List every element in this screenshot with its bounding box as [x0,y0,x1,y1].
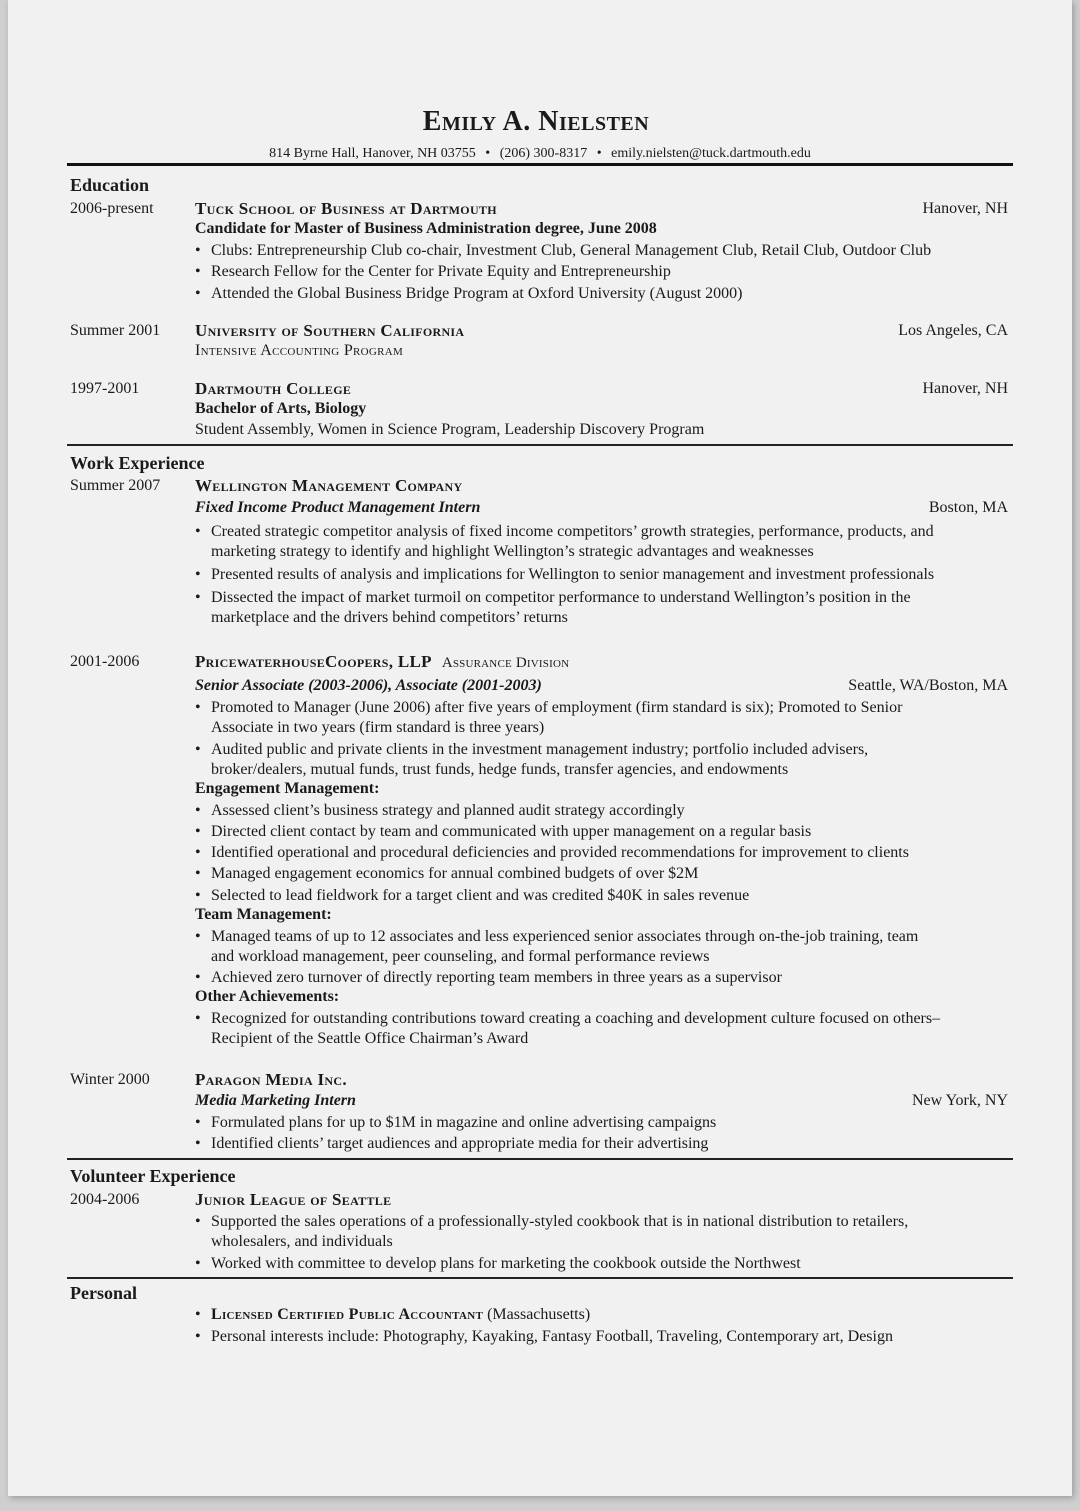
pwc-location: Seattle, WA/Boston, MA [848,677,1008,694]
list-item: • Promoted to Manager (June 2006) after five years of employment (firm standard is six); Promoted to Senior Associate in two years (firm standard is three years) [195,699,903,736]
list-item: • Clubs: Entrepreneurship Club co-chair, Investment Club, General Management Club, Retail Club, Outdoor Club [195,242,932,259]
team-title: Team Management: [195,906,332,923]
personal-title: Personal [70,1283,137,1303]
tuck-org: Tuck School of Business at Dartmouth [195,199,497,218]
list-item: • Research Fellow for the Center for Private Equity and Entrepreneurship [195,263,671,280]
tuck-date: 2006-present [70,200,154,217]
list-item: • Assessed client’s business strategy and planned audit strategy accordingly [195,802,685,819]
tuck-location: Hanover, NH [922,200,1008,217]
education-title: Education [70,175,150,195]
separator: • [485,146,491,161]
paragon-role: Media Marketing Intern [195,1092,356,1109]
list-item: • Worked with committee to develop plans for marketing the cookbook outside the Northwest [195,1255,801,1272]
engagement-title: Engagement Management: [195,780,380,797]
dartmouth-org: Dartmouth College [195,379,352,398]
phone: (206) 300-8317 [499,146,588,161]
list-item: • Identified operational and procedural deficiencies and provided recommendations for improvement to clients [195,844,909,861]
usc-program: Intensive Accounting Program [195,342,404,359]
resume-header [0,106,1080,138]
list-item: • Managed teams of up to 12 associates and less experienced senior associates through on-the-job training, team and workload management, peer counseling, and formal performance reviews [195,928,919,965]
separator: • [596,146,602,161]
wellington-role: Fixed Income Product Management Intern [195,499,481,516]
cpa-label: Licensed Certified Public Accountant [211,1306,484,1323]
list-item: • Directed client contact by team and communicated with upper management on a regular basis [195,823,812,840]
other-title: Other Achievements: [195,988,340,1005]
list-item: • Recognized for outstanding contributions toward creating a coaching and development culture focused on others– Recipient of the Seattle Office Chairman’s Award [195,1010,941,1047]
tuck-degree: Candidate for Master of Business Administration degree, June 2008 [195,220,657,237]
section-rule [67,1158,1013,1160]
header-rule [67,163,1013,166]
volunteer-date: 2004-2006 [70,1191,140,1208]
pwc-role: Senior Associate (2003-2006), Associate (2001-2003) [195,677,542,694]
list-item: • Formulated plans for up to $1M in magazine and online advertising campaigns [195,1114,717,1131]
list-item: • Managed engagement economics for annual combined budgets of over $2M [195,865,699,882]
list-item: • Created strategic competitor analysis of fixed income competitors’ growth strategies, performance, products, and marketing strategy to identify and highlight Wellington’s strategic advantages and weaknesses [195,523,934,560]
volunteer-org: Junior League of Seattle [195,1190,392,1209]
wellington-date: Summer 2007 [70,477,161,494]
list-item: • Personal interests include: Photography, Kayaking, Fantasy Football, Traveling, Contemporary art, Design [195,1328,893,1345]
wellington-org: Wellington Management Company [195,476,463,495]
list-item: • Dissected the impact of market turmoil on competitor performance to understand Wellington’s position in the marketplace and the drivers behind competitors’ returns [195,589,911,626]
list-item: • Licensed Certified Public Accountant (Massachusetts) [195,1306,591,1323]
candidate-name: Emily A. Nielsten [422,106,650,137]
section-rule [67,444,1013,446]
usc-org: University of Southern California [195,321,465,340]
list-item: • Achieved zero turnover of directly reporting team members in three years as a supervisor [195,969,782,986]
address: 814 Byrne Hall, Hanover, NH 03755 [269,146,476,161]
pwc-org: PricewaterhouseCoopers, LLP Assurance Division [195,652,570,671]
list-item: • Attended the Global Business Bridge Program at Oxford University (August 2000) [195,285,743,302]
section-rule [67,1277,1013,1279]
list-item: • Presented results of analysis and implications for Wellington to senior management and investment professionals [195,566,935,583]
pwc-division: Assurance Division [441,655,570,671]
dartmouth-degree: Bachelor of Arts, Biology [195,400,367,417]
usc-date: Summer 2001 [70,322,161,339]
email: emily.nielsten@tuck.dartmouth.edu [611,146,811,161]
paragon-location: New York, NY [911,1092,1008,1109]
work-title: Work Experience [70,453,205,473]
volunteer-title: Volunteer Experience [70,1166,236,1186]
list-item: • Supported the sales operations of a professionally-styled cookbook that is in national distribution to retailers, wholesalers, and individuals [195,1213,909,1250]
wellington-location: Boston, MA [928,499,1008,516]
list-item: • Audited public and private clients in the investment management industry; portfolio included advisers, broker/dealers, mutual funds, trust funds, hedge funds, transfer agencies, and endowments [195,741,869,778]
list-item: • Selected to lead fieldwork for a target client and was credited $40K in sales revenue [195,887,750,904]
paragon-org: Paragon Media Inc. [195,1070,347,1089]
usc-location: Los Angeles, CA [898,322,1008,339]
dartmouth-date: 1997-2001 [70,380,140,397]
list-item: • Identified clients’ target audiences and appropriate media for their advertising [195,1135,709,1152]
dartmouth-activities: Student Assembly, Women in Science Program, Leadership Discovery Program [195,421,705,438]
dartmouth-location: Hanover, NH [922,380,1008,397]
pwc-date: 2001-2006 [70,653,140,670]
paragon-date: Winter 2000 [70,1071,150,1088]
contact-line [0,146,1080,162]
cpa-state: (Massachusetts) [487,1306,591,1323]
